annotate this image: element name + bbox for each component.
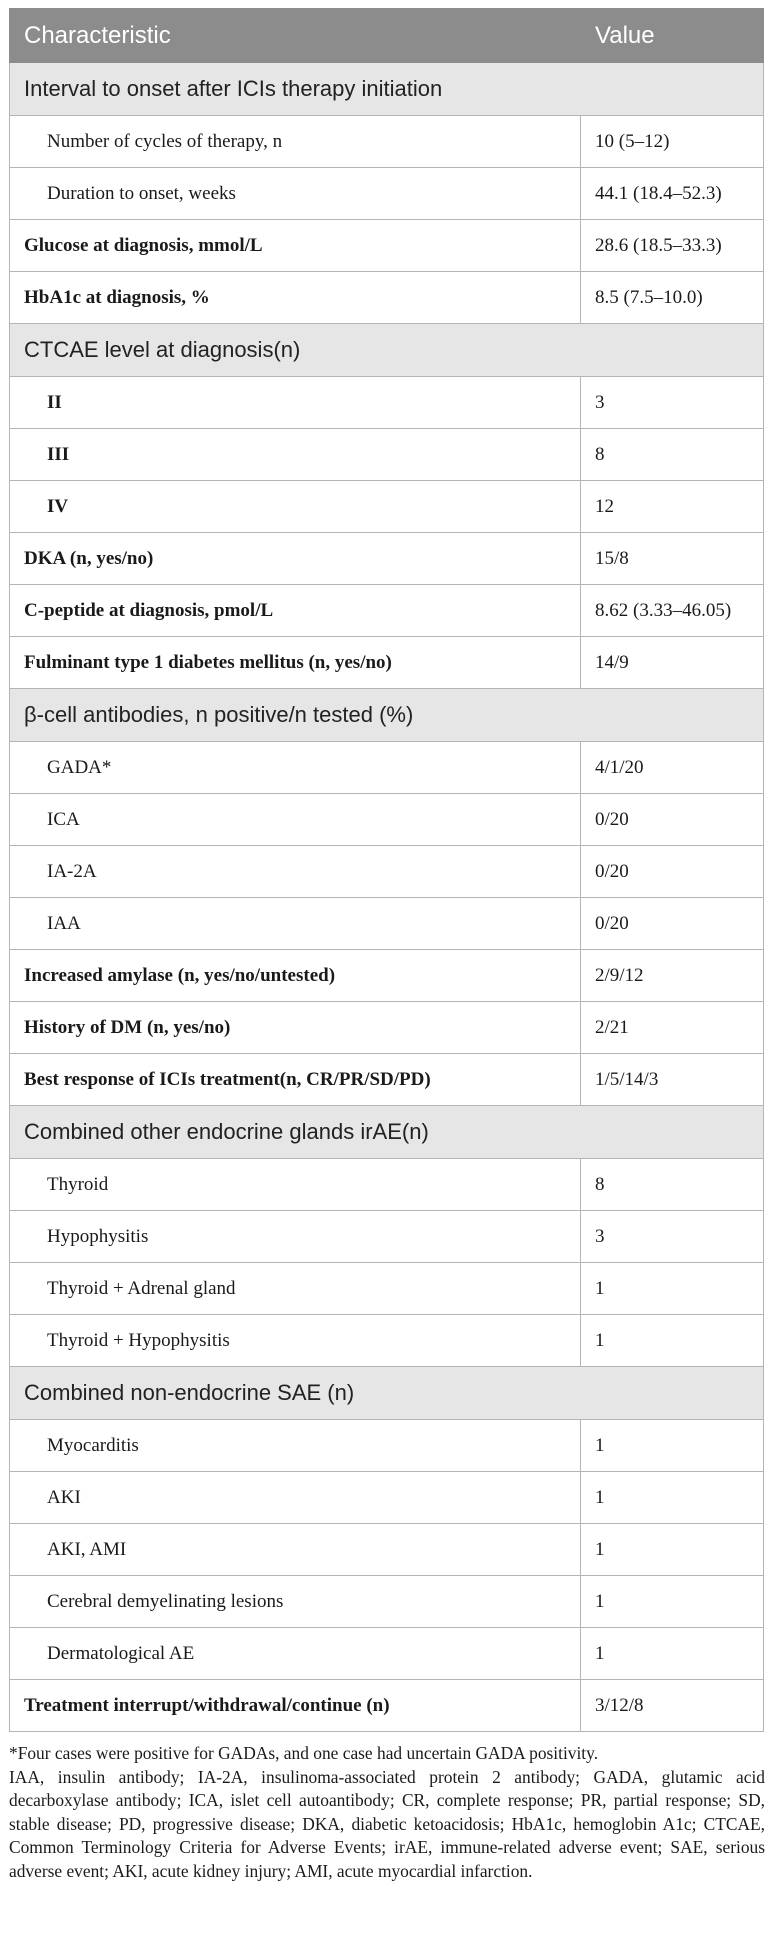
table-row — [10, 1576, 764, 1628]
row-label: GADA* — [10, 742, 581, 794]
row-value: 8 — [581, 429, 764, 481]
row-label: Number of cycles of therapy, n — [10, 116, 581, 168]
row-value: 14/9 — [581, 637, 764, 689]
row-value: 1 — [581, 1576, 764, 1628]
row-value: 0/20 — [581, 794, 764, 846]
section-row — [10, 689, 764, 742]
header-value: Value — [581, 9, 764, 63]
row-label: IAA — [10, 898, 581, 950]
table-row — [10, 1472, 764, 1524]
table-row — [10, 637, 764, 689]
row-label: HbA1c at diagnosis, % — [10, 272, 581, 324]
table-header-row — [10, 9, 764, 63]
row-label: Dermatological AE — [10, 1628, 581, 1680]
row-value: 12 — [581, 481, 764, 533]
table-row — [10, 1420, 764, 1472]
row-value: 1 — [581, 1472, 764, 1524]
row-label: Cerebral demyelinating lesions — [10, 1576, 581, 1628]
section-row — [10, 324, 764, 377]
table-row — [10, 533, 764, 585]
row-label: Duration to onset, weeks — [10, 168, 581, 220]
row-label: C-peptide at diagnosis, pmol/L — [10, 585, 581, 637]
row-label: III — [10, 429, 581, 481]
characteristics-table-container — [9, 8, 763, 1732]
table-row — [10, 794, 764, 846]
table-row — [10, 898, 764, 950]
table-row — [10, 1315, 764, 1367]
row-label: Treatment interrupt/withdrawal/continue (n) — [10, 1680, 581, 1732]
section-label: β-cell antibodies, n positive/n tested (%) — [10, 689, 764, 742]
row-label: DKA (n, yes/no) — [10, 533, 581, 585]
table-row — [10, 1524, 764, 1576]
row-value: 1 — [581, 1315, 764, 1367]
table-row — [10, 1211, 764, 1263]
row-value: 1 — [581, 1420, 764, 1472]
row-label: Myocarditis — [10, 1420, 581, 1472]
row-label: ICA — [10, 794, 581, 846]
row-label: IV — [10, 481, 581, 533]
row-value: 1 — [581, 1263, 764, 1315]
row-value: 1 — [581, 1628, 764, 1680]
row-value: 0/20 — [581, 898, 764, 950]
row-value: 3 — [581, 1211, 764, 1263]
row-label: Hypophysitis — [10, 1211, 581, 1263]
table-row — [10, 168, 764, 220]
row-label: Increased amylase (n, yes/no/untested) — [10, 950, 581, 1002]
table-row — [10, 481, 764, 533]
table-row — [10, 1628, 764, 1680]
row-label: History of DM (n, yes/no) — [10, 1002, 581, 1054]
row-label: II — [10, 377, 581, 429]
header-characteristic: Characteristic — [10, 9, 581, 63]
section-label: Interval to onset after ICIs therapy initiation — [10, 63, 764, 116]
row-value: 1/5/14/3 — [581, 1054, 764, 1106]
row-value: 8.5 (7.5–10.0) — [581, 272, 764, 324]
section-label: Combined other endocrine glands irAE(n) — [10, 1106, 764, 1159]
row-label: Fulminant type 1 diabetes mellitus (n, yes/no) — [10, 637, 581, 689]
footnote-asterisk: *Four cases were positive for GADAs, and one case had uncertain GADA positivity. — [9, 1743, 599, 1763]
row-value: 8.62 (3.33–46.05) — [581, 585, 764, 637]
characteristics-table — [9, 8, 764, 1732]
row-value: 3/12/8 — [581, 1680, 764, 1732]
table-body — [10, 63, 764, 1732]
table-row — [10, 1054, 764, 1106]
table-row — [10, 846, 764, 898]
row-value: 1 — [581, 1524, 764, 1576]
row-value: 3 — [581, 377, 764, 429]
table-row — [10, 1680, 764, 1732]
row-value: 10 (5–12) — [581, 116, 764, 168]
row-label: Thyroid + Hypophysitis — [10, 1315, 581, 1367]
row-label: Thyroid — [10, 1159, 581, 1211]
table-row — [10, 377, 764, 429]
table-row — [10, 1263, 764, 1315]
section-label: CTCAE level at diagnosis(n) — [10, 324, 764, 377]
section-label: Combined non-endocrine SAE (n) — [10, 1367, 764, 1420]
table-row — [10, 220, 764, 272]
table-row — [10, 585, 764, 637]
table-row — [10, 950, 764, 1002]
table-row — [10, 1002, 764, 1054]
section-row — [10, 63, 764, 116]
row-label: Thyroid + Adrenal gland — [10, 1263, 581, 1315]
row-value: 2/9/12 — [581, 950, 764, 1002]
table-footnotes — [9, 1742, 765, 1883]
table-row — [10, 1159, 764, 1211]
row-label: AKI — [10, 1472, 581, 1524]
table-row — [10, 116, 764, 168]
row-value: 28.6 (18.5–33.3) — [581, 220, 764, 272]
row-value: 44.1 (18.4–52.3) — [581, 168, 764, 220]
row-label: Glucose at diagnosis, mmol/L — [10, 220, 581, 272]
row-label: IA-2A — [10, 846, 581, 898]
row-label: Best response of ICIs treatment(n, CR/PR/SD/PD) — [10, 1054, 581, 1106]
row-value: 0/20 — [581, 846, 764, 898]
row-value: 15/8 — [581, 533, 764, 585]
row-value: 4/1/20 — [581, 742, 764, 794]
table-row — [10, 742, 764, 794]
row-label: AKI, AMI — [10, 1524, 581, 1576]
table-row — [10, 272, 764, 324]
footnote-abbreviations: IAA, insulin antibody; IA-2A, insulinoma-associated protein 2 antibody; GADA, glutamic acid decarboxylase antibody; ICA, islet cell autoantibody; CR, complete response; PR, partial response; SD, stable disease; PD, progressive disease; DKA, diabetic ketoacidosis; HbA1c, hemoglobin A1c; CTCAE, Common Terminology Criteria for Adverse Events; irAE, immune-related adverse event; SAE, serious adverse event; AKI, acute kidney injury; AMI, acute myocardial infarction. — [9, 1766, 765, 1881]
row-value: 8 — [581, 1159, 764, 1211]
section-row — [10, 1367, 764, 1420]
row-value: 2/21 — [581, 1002, 764, 1054]
table-row — [10, 429, 764, 481]
section-row — [10, 1106, 764, 1159]
